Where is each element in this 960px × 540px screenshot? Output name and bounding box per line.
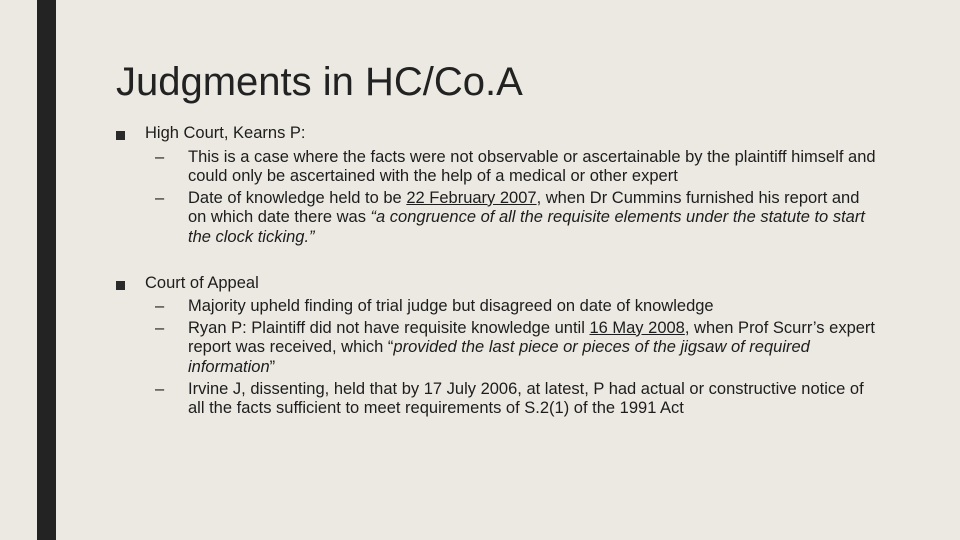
bullet-high-court [116, 124, 876, 248]
slide-title: Judgments in HC/Co.A [116, 60, 523, 104]
sub-text: Majority upheld finding of trial judge but disagreed on date of knowledge [188, 297, 714, 316]
side-accent-bar [37, 0, 56, 540]
sub-text: This is a case where the facts were not observable or ascertainable by the plaintiff himself and could only be ascertained with the help of a medical or other expert [188, 147, 876, 186]
bullet-label: Court of Appeal [145, 273, 259, 292]
dash-marker: – [155, 297, 165, 316]
dash-marker: – [155, 318, 165, 337]
dash-marker: – [155, 188, 165, 207]
sub-item [145, 189, 876, 248]
italic-quote: provided the last piece or pieces of the jigsaw of required information [188, 338, 810, 376]
square-bullet-icon [116, 131, 125, 140]
sub-text: ” [269, 357, 276, 376]
slide-content [116, 124, 876, 419]
sub-item [145, 319, 876, 378]
underlined-date: 22 February 2007 [406, 188, 537, 207]
underlined-date: 16 May 2008 [589, 318, 685, 337]
dash-marker: – [155, 147, 165, 166]
sub-text: Ryan P: Plaintiff did not have requisite knowledge until [188, 318, 590, 337]
bullet-label: High Court, Kearns P: [145, 124, 306, 142]
sub-item [145, 297, 876, 317]
sub-text: Date of knowledge held to be [188, 188, 407, 207]
italic-quote: “a congruence of all the requisite elements under the statute to start the clock ticking.” [188, 208, 865, 246]
sub-text: , when Dr Cummins furnished his report and on which date there was [188, 188, 860, 227]
sub-list [145, 297, 876, 419]
dash-marker: – [155, 379, 165, 398]
sub-item [145, 148, 876, 187]
bullet-court-of-appeal [116, 274, 876, 419]
sub-list [145, 148, 876, 248]
sub-item [145, 380, 876, 419]
sub-text: Irvine J, dissenting, held that by 17 July 2006, at latest, P had actual or constructive notice of all the facts sufficient to meet requirements of S.2(1) of the 1991 Act [188, 379, 864, 418]
sub-text: , when Prof Scurr’s expert report was received, which “ [188, 318, 875, 357]
square-bullet-icon [116, 281, 125, 290]
